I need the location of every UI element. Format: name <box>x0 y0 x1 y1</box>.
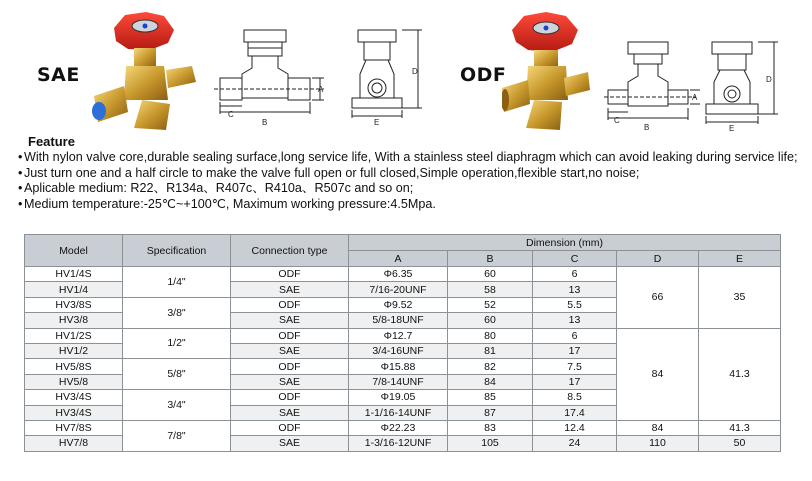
cell-conn: ODF <box>231 297 349 312</box>
cell-spec: 1/4" <box>123 267 231 298</box>
header-a: A <box>349 251 448 267</box>
cell-b: 105 <box>448 436 533 451</box>
cell-conn: SAE <box>231 436 349 451</box>
cell-a: 3/4-16UNF <box>349 343 448 358</box>
cell-b: 52 <box>448 297 533 312</box>
cell-b: 84 <box>448 374 533 389</box>
cell-conn: SAE <box>231 313 349 328</box>
cell-e: 41.3 <box>699 420 781 435</box>
cell-model: HV3/8S <box>25 297 123 312</box>
cell-a: 7/8-14UNF <box>349 374 448 389</box>
cell-c: 5.5 <box>533 297 617 312</box>
table-row <box>25 328 781 343</box>
header-b: B <box>448 251 533 267</box>
header-model: Model <box>25 235 123 267</box>
cell-c: 17 <box>533 343 617 358</box>
sae-valve-photo <box>88 8 206 136</box>
cell-a: Φ12.7 <box>349 328 448 343</box>
cell-spec: 7/8" <box>123 420 231 451</box>
cell-c: 24 <box>533 436 617 451</box>
cell-a: 7/16-20UNF <box>349 282 448 297</box>
sae-front-drawing <box>346 28 428 128</box>
cell-conn: ODF <box>231 267 349 282</box>
cell-a: 5/8-18UNF <box>349 313 448 328</box>
cell-b: 82 <box>448 359 533 374</box>
cell-b: 60 <box>448 267 533 282</box>
cell-conn: SAE <box>231 282 349 297</box>
cell-c: 6 <box>533 267 617 282</box>
odf-side-drawing <box>604 40 704 132</box>
table-row <box>25 420 781 435</box>
cell-conn: ODF <box>231 390 349 405</box>
cell-conn: ODF <box>231 328 349 343</box>
cell-b: 58 <box>448 282 533 297</box>
cell-model: HV3/4S <box>25 405 123 420</box>
cell-b: 80 <box>448 328 533 343</box>
cell-d: 66 <box>617 267 699 329</box>
sae-side-drawing <box>212 28 332 128</box>
drawing-letter-d: D <box>412 67 418 76</box>
cell-model: HV5/8 <box>25 374 123 389</box>
drawing-letter-b: B <box>262 118 268 127</box>
header-connection-type: Connection type <box>231 235 349 267</box>
odf-valve-photo <box>502 8 602 136</box>
cell-e: 50 <box>699 436 781 451</box>
cell-a: Φ19.05 <box>349 390 448 405</box>
table-row <box>25 267 781 282</box>
cell-model: HV5/8S <box>25 359 123 374</box>
odf-front-drawing <box>704 40 786 132</box>
cell-b: 85 <box>448 390 533 405</box>
cell-c: 6 <box>533 328 617 343</box>
cell-spec: 5/8" <box>123 359 231 390</box>
specification-table <box>24 234 781 452</box>
cell-b: 83 <box>448 420 533 435</box>
feature-list <box>18 150 808 212</box>
cell-a: Φ9.52 <box>349 297 448 312</box>
feature-bullet: • Just turn one and a half circle to make the valve full open or full closed,Simple operation,flexible start,no noise; <box>18 166 808 182</box>
odf-letter-b: B <box>644 123 650 132</box>
feature-title: Feature <box>28 134 75 149</box>
cell-conn: ODF <box>231 359 349 374</box>
cell-spec: 3/8" <box>123 297 231 328</box>
cell-model: HV3/4S <box>25 390 123 405</box>
odf-letter-c: C <box>614 116 620 125</box>
feature-bullet: • Medium temperature:-25℃~+100℃, Maximum working pressure:4.5Mpa. <box>18 197 808 213</box>
cell-d: 84 <box>617 420 699 435</box>
odf-letter-e: E <box>729 124 735 132</box>
header-d: D <box>617 251 699 267</box>
cell-model: HV1/4S <box>25 267 123 282</box>
drawing-letter-e: E <box>374 118 380 127</box>
cell-a: 1-3/16-12UNF <box>349 436 448 451</box>
cell-conn: ODF <box>231 420 349 435</box>
odf-letter-d: D <box>766 75 772 84</box>
feature-section <box>18 134 808 212</box>
cell-conn: SAE <box>231 343 349 358</box>
header-dimension: Dimension (mm) <box>349 235 781 251</box>
odf-label: ODF <box>460 64 507 86</box>
cell-a: Φ6.35 <box>349 267 448 282</box>
cell-d: 110 <box>617 436 699 451</box>
cell-conn: SAE <box>231 405 349 420</box>
cell-c: 17.4 <box>533 405 617 420</box>
drawing-letter-a: A <box>318 85 324 94</box>
cell-c: 8.5 <box>533 390 617 405</box>
header-specification: Specification <box>123 235 231 267</box>
cell-a: Φ22.23 <box>349 420 448 435</box>
cell-model: HV1/4 <box>25 282 123 297</box>
cell-d: 84 <box>617 328 699 420</box>
cell-model: HV1/2 <box>25 343 123 358</box>
cell-b: 87 <box>448 405 533 420</box>
cell-c: 7.5 <box>533 359 617 374</box>
cell-model: HV7/8 <box>25 436 123 451</box>
feature-bullet: • Aplicable medium: R22、R134a、R407c、R410a、R507c and so on; <box>18 181 808 197</box>
drawing-letter-c: C <box>228 110 234 119</box>
odf-letter-a: A <box>692 93 698 102</box>
cell-e: 35 <box>699 267 781 329</box>
cell-a: Φ15.88 <box>349 359 448 374</box>
cell-c: 17 <box>533 374 617 389</box>
product-images <box>0 0 812 135</box>
feature-bullet: • With nylon valve core,durable sealing surface,long service life, With a stainless steel diaphragm which can avoid leaking during service life; <box>18 150 808 166</box>
cell-conn: SAE <box>231 374 349 389</box>
cell-b: 60 <box>448 313 533 328</box>
cell-b: 81 <box>448 343 533 358</box>
cell-model: HV3/8 <box>25 313 123 328</box>
header-e: E <box>699 251 781 267</box>
cell-model: HV1/2S <box>25 328 123 343</box>
cell-c: 13 <box>533 282 617 297</box>
sae-label: SAE <box>37 64 80 86</box>
cell-spec: 3/4" <box>123 390 231 421</box>
cell-c: 13 <box>533 313 617 328</box>
cell-a: 1-1/16-14UNF <box>349 405 448 420</box>
cell-c: 12.4 <box>533 420 617 435</box>
cell-model: HV7/8S <box>25 420 123 435</box>
header-c: C <box>533 251 617 267</box>
cell-e: 41.3 <box>699 328 781 420</box>
cell-spec: 1/2" <box>123 328 231 359</box>
